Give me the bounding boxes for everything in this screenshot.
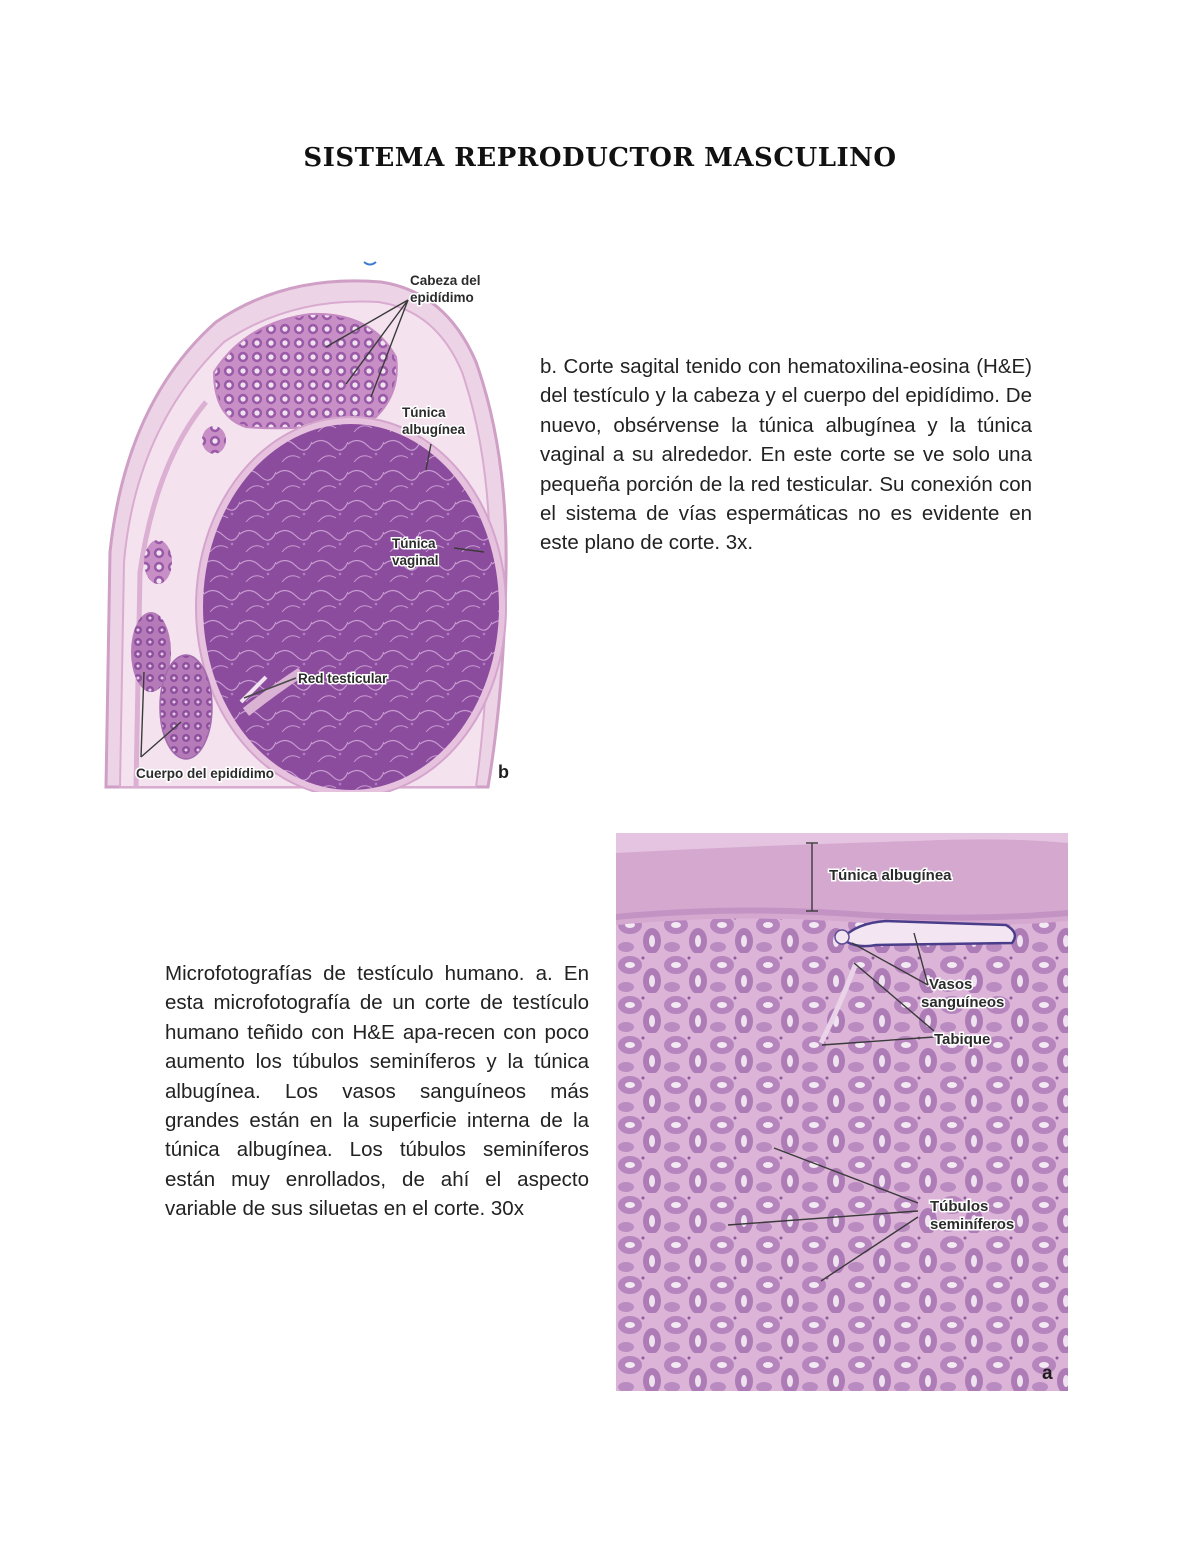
label-tubulos-line1: Túbulos [930, 1198, 989, 1215]
label-tunica-vaginal-line1: Túnica [392, 536, 436, 551]
label-vasos-line2: sanguíneos [921, 994, 1005, 1011]
label-cuerpo-epididimo: Cuerpo del epidídimo [136, 766, 275, 781]
label-vasos-line1: Vasos [929, 976, 973, 993]
figure-b-caption: b. Corte sagital tenido con hematoxilina-eosina (H&E) del testículo y la cabeza y el cuerpo del epidídimo. De nuevo, obsérvense la túnica albugínea y la túnica vaginal a su alrededor. En este corte se ve solo una pequeña porción de la red testicular. Su conexión con el sistema de vías espermáticas no es evidente en este plano de corte. 3x. [540, 355, 1032, 555]
label-tunica-vaginal-line2: vaginal [392, 553, 439, 568]
label-tabique: Tabique [934, 1031, 991, 1048]
panel-letter-b: b [498, 762, 509, 782]
page-title: SISTEMA REPRODUCTOR MASCULINO [303, 143, 897, 173]
label-cabeza-line2: epidídimo [410, 290, 474, 305]
figure-b-svg [96, 252, 516, 792]
figure-b-micrograph [96, 252, 516, 792]
label-red-testicular: Red testicular [298, 671, 388, 686]
panel-letter-a: a [1042, 1363, 1053, 1384]
label-tunica-albuginea-line2: albugínea [402, 422, 466, 437]
figure-a-caption: Microfotografías de testículo humano. a. En esta microfotografía de un corte de testículo humano teñido con H&E apa-recen con poco aumento los túbulos seminíferos y la túnica albugínea. Los vasos sanguíneos más grandes están en la superficie interna de la túnica albugínea. Los túbulos seminíferos están muy enrollados, de ahí el aspecto variable de sus siluetas en el corte. 30x [165, 962, 589, 1221]
label-cabeza-line1: Cabeza del [410, 273, 481, 288]
label-tunica-albuginea-line1: Túnica [402, 405, 446, 420]
label-tubulos-line2: seminíferos [930, 1216, 1015, 1233]
figure-a-micrograph [616, 833, 1068, 1391]
label-tunica-albuginea: Túnica albugínea [829, 867, 952, 884]
figure-a-svg [616, 833, 1068, 1391]
